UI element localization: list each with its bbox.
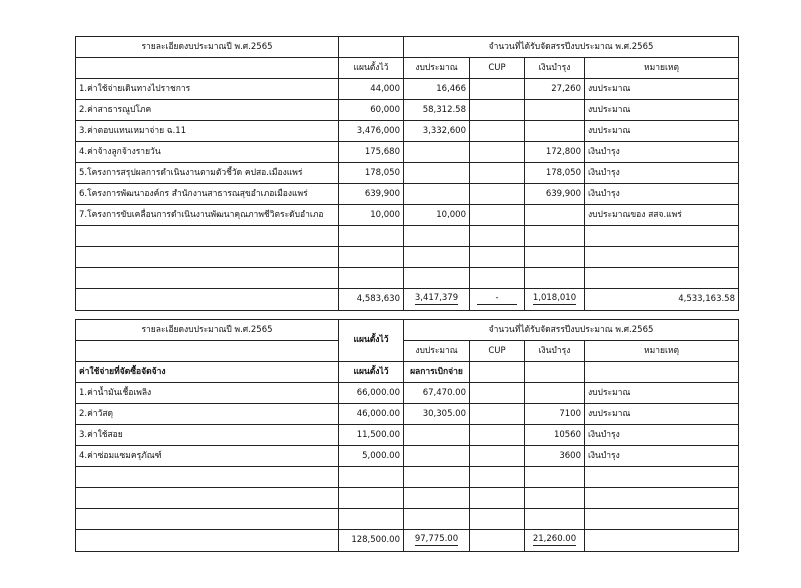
row-budget [404,163,470,184]
row-item [76,247,339,268]
total-plan: 128,500.00 [339,530,404,552]
row-note [585,467,739,488]
total-budget-cell [404,289,470,311]
row-maint: 10560 [525,425,585,446]
row-budget [404,425,470,446]
row-plan: 66,000.00 [339,383,404,404]
row-maint: 7100 [525,404,585,425]
total-maint-cell [525,289,585,311]
blank-cell [525,362,585,383]
col-plan: แผนตั้งไว้ [339,58,404,79]
row-plan: 46,000.00 [339,404,404,425]
row-cup [470,425,525,446]
total-budget: 97,775.00 [414,534,459,545]
table-row [76,205,739,226]
section-plan: แผนตั้งไว้ [339,362,404,383]
total-maint: 1,018,010 [532,293,577,304]
total-cup: - [477,294,517,305]
col-maint: เงินบำรุง [525,341,585,362]
section-budget: ผลการเบิกจ่าย [404,362,470,383]
row-note [585,488,739,509]
row-maint [525,467,585,488]
row-maint [525,205,585,226]
table-row [76,446,739,467]
total-cup [470,530,525,552]
row-maint [525,100,585,121]
row-note: งบประมาณ [585,121,739,142]
row-cup [470,467,525,488]
section-row [76,362,739,383]
row-plan [339,226,404,247]
row-budget [404,268,470,289]
row-note: เงินบำรุง [585,184,739,205]
row-maint: 3600 [525,446,585,467]
row-note: เงินบำรุง [585,446,739,467]
row-budget: 10,000 [404,205,470,226]
table-row [76,121,739,142]
table-row [76,184,739,205]
row-maint [525,383,585,404]
row-item: 2.ค่าสาธารณูปโภค [76,100,339,121]
row-item: 1.ค่าใช้จ่ายเดินทางไปราชการ [76,79,339,100]
row-budget [404,142,470,163]
col-budget: งบประมาณ [404,341,470,362]
table-row [76,404,739,425]
row-maint: 178,050 [525,163,585,184]
col-plan: แผนตั้งไว้ [339,320,404,362]
row-budget: 16,466 [404,79,470,100]
column-header-row [76,341,739,362]
row-item [76,467,339,488]
row-note: เงินบำรุง [585,142,739,163]
table-title: รายละเอียดงบประมาณปี พ.ศ.2565 [76,37,339,58]
row-plan: 639,900 [339,184,404,205]
blank-cell [76,289,339,311]
row-item: 5.โครงการสรุปผลการดำเนินงานตามตัวชี้วัด คปสอ.เมืองแพร่ [76,163,339,184]
row-maint [525,268,585,289]
row-note: งบประมาณ [585,79,739,100]
table-row [76,383,739,404]
row-cup [470,446,525,467]
total-note [585,530,739,552]
total-budget-cell [404,530,470,552]
total-row [76,289,739,311]
row-plan: 175,680 [339,142,404,163]
row-plan [339,488,404,509]
row-cup [470,383,525,404]
row-note: งบประมาณ [585,100,739,121]
row-budget [404,226,470,247]
row-plan: 5,000.00 [339,446,404,467]
row-item [76,488,339,509]
total-note: 4,533,163.58 [585,289,739,311]
row-budget: 58,312.58 [404,100,470,121]
row-budget [404,467,470,488]
column-header-row [76,58,739,79]
row-plan [339,268,404,289]
row-cup [470,488,525,509]
row-cup [470,268,525,289]
total-plan: 4,583,630 [339,289,404,311]
table-row [76,79,739,100]
row-note: งบประมาณ [585,404,739,425]
row-note [585,226,739,247]
col-cup: CUP [470,341,525,362]
row-cup [470,226,525,247]
row-budget: 30,305.00 [404,404,470,425]
row-item [76,268,339,289]
row-note [585,247,739,268]
received-header: จำนวนที่ได้รับจัดสรรปีงบประมาณ พ.ศ.2565 [404,320,739,341]
row-budget [404,184,470,205]
row-cup [470,121,525,142]
row-item [76,509,339,530]
row-note: เงินบำรุง [585,425,739,446]
row-maint [525,226,585,247]
row-budget: 67,470.00 [404,383,470,404]
blank-cell [470,362,525,383]
row-item: 3.ค่าตอบแทนเหมาจ่าย ฉ.11 [76,121,339,142]
row-note [585,509,739,530]
blank-cell [76,530,339,552]
col-cup: CUP [470,58,525,79]
blank-cell [76,341,339,362]
table-row [76,247,739,268]
section-label: ค่าใช้จ่ายที่จัดซื้อจัดจ้าง [76,362,339,383]
row-item: 6.โครงการพัฒนาองค์กร สำนักงานสาธารณสุขอำเภอเมืองแพร่ [76,184,339,205]
row-cup [470,184,525,205]
row-plan: 11,500.00 [339,425,404,446]
row-maint: 172,800 [525,142,585,163]
table-row [76,467,739,488]
table-row [76,100,739,121]
row-plan: 44,000 [339,79,404,100]
col-maint: เงินบำรุง [525,58,585,79]
row-budget: 3,332,600 [404,121,470,142]
total-maint-cell [525,530,585,552]
table-row [76,268,739,289]
table-row [76,226,739,247]
blank-cell [76,58,339,79]
row-cup [470,79,525,100]
table-title: รายละเอียดงบประมาณปี พ.ศ.2565 [76,320,339,341]
row-cup [470,205,525,226]
col-note: หมายเหตุ [585,58,739,79]
row-plan: 178,050 [339,163,404,184]
table-header-row [76,320,739,341]
total-budget: 3,417,379 [414,293,459,304]
row-plan: 60,000 [339,100,404,121]
row-maint: 639,900 [525,184,585,205]
row-plan: 3,476,000 [339,121,404,142]
row-maint [525,509,585,530]
row-item: 4.ค่าจ้างลูกจ้างรายวัน [76,142,339,163]
row-plan [339,509,404,530]
row-maint [525,247,585,268]
table-header-row [76,37,739,58]
row-cup [470,100,525,121]
row-maint: 27,260 [525,79,585,100]
budget-table-2 [75,319,739,552]
table-row [76,163,739,184]
row-note: งบประมาณของ สสจ.แพร่ [585,205,739,226]
blank-cell [585,362,739,383]
total-row [76,530,739,552]
row-plan [339,247,404,268]
col-note: หมายเหตุ [585,341,739,362]
row-plan: 10,000 [339,205,404,226]
total-maint: 21,260.00 [532,534,577,545]
row-item: 2.ค่าวัสดุ [76,404,339,425]
row-item: 1.ค่าน้ำมันเชื้อเพลิง [76,383,339,404]
row-budget [404,509,470,530]
row-item [76,226,339,247]
row-cup [470,404,525,425]
table-row [76,142,739,163]
budget-table-1 [75,36,739,311]
row-item: 4.ค่าซ่อมแซมครุภัณฑ์ [76,446,339,467]
row-item: 7.โครงการขับเคลื่อนการดำเนินงานพัฒนาคุณภาพชีวิตระดับอำเภอ [76,205,339,226]
row-budget [404,446,470,467]
col-budget: งบประมาณ [404,58,470,79]
row-plan [339,467,404,488]
received-header: จำนวนที่ได้รับจัดสรรปีงบประมาณ พ.ศ.2565 [404,37,739,58]
row-cup [470,509,525,530]
row-budget [404,247,470,268]
row-maint [525,121,585,142]
row-cup [470,247,525,268]
table-row [76,488,739,509]
row-maint [525,488,585,509]
row-note [585,268,739,289]
row-note: งบประมาณ [585,383,739,404]
row-note: เงินบำรุง [585,163,739,184]
total-cup-cell [470,289,525,311]
row-cup [470,142,525,163]
row-item: 3.ค่าใช้สอย [76,425,339,446]
blank-cell [339,37,404,58]
row-cup [470,163,525,184]
row-budget [404,488,470,509]
table-row [76,509,739,530]
table-row [76,425,739,446]
